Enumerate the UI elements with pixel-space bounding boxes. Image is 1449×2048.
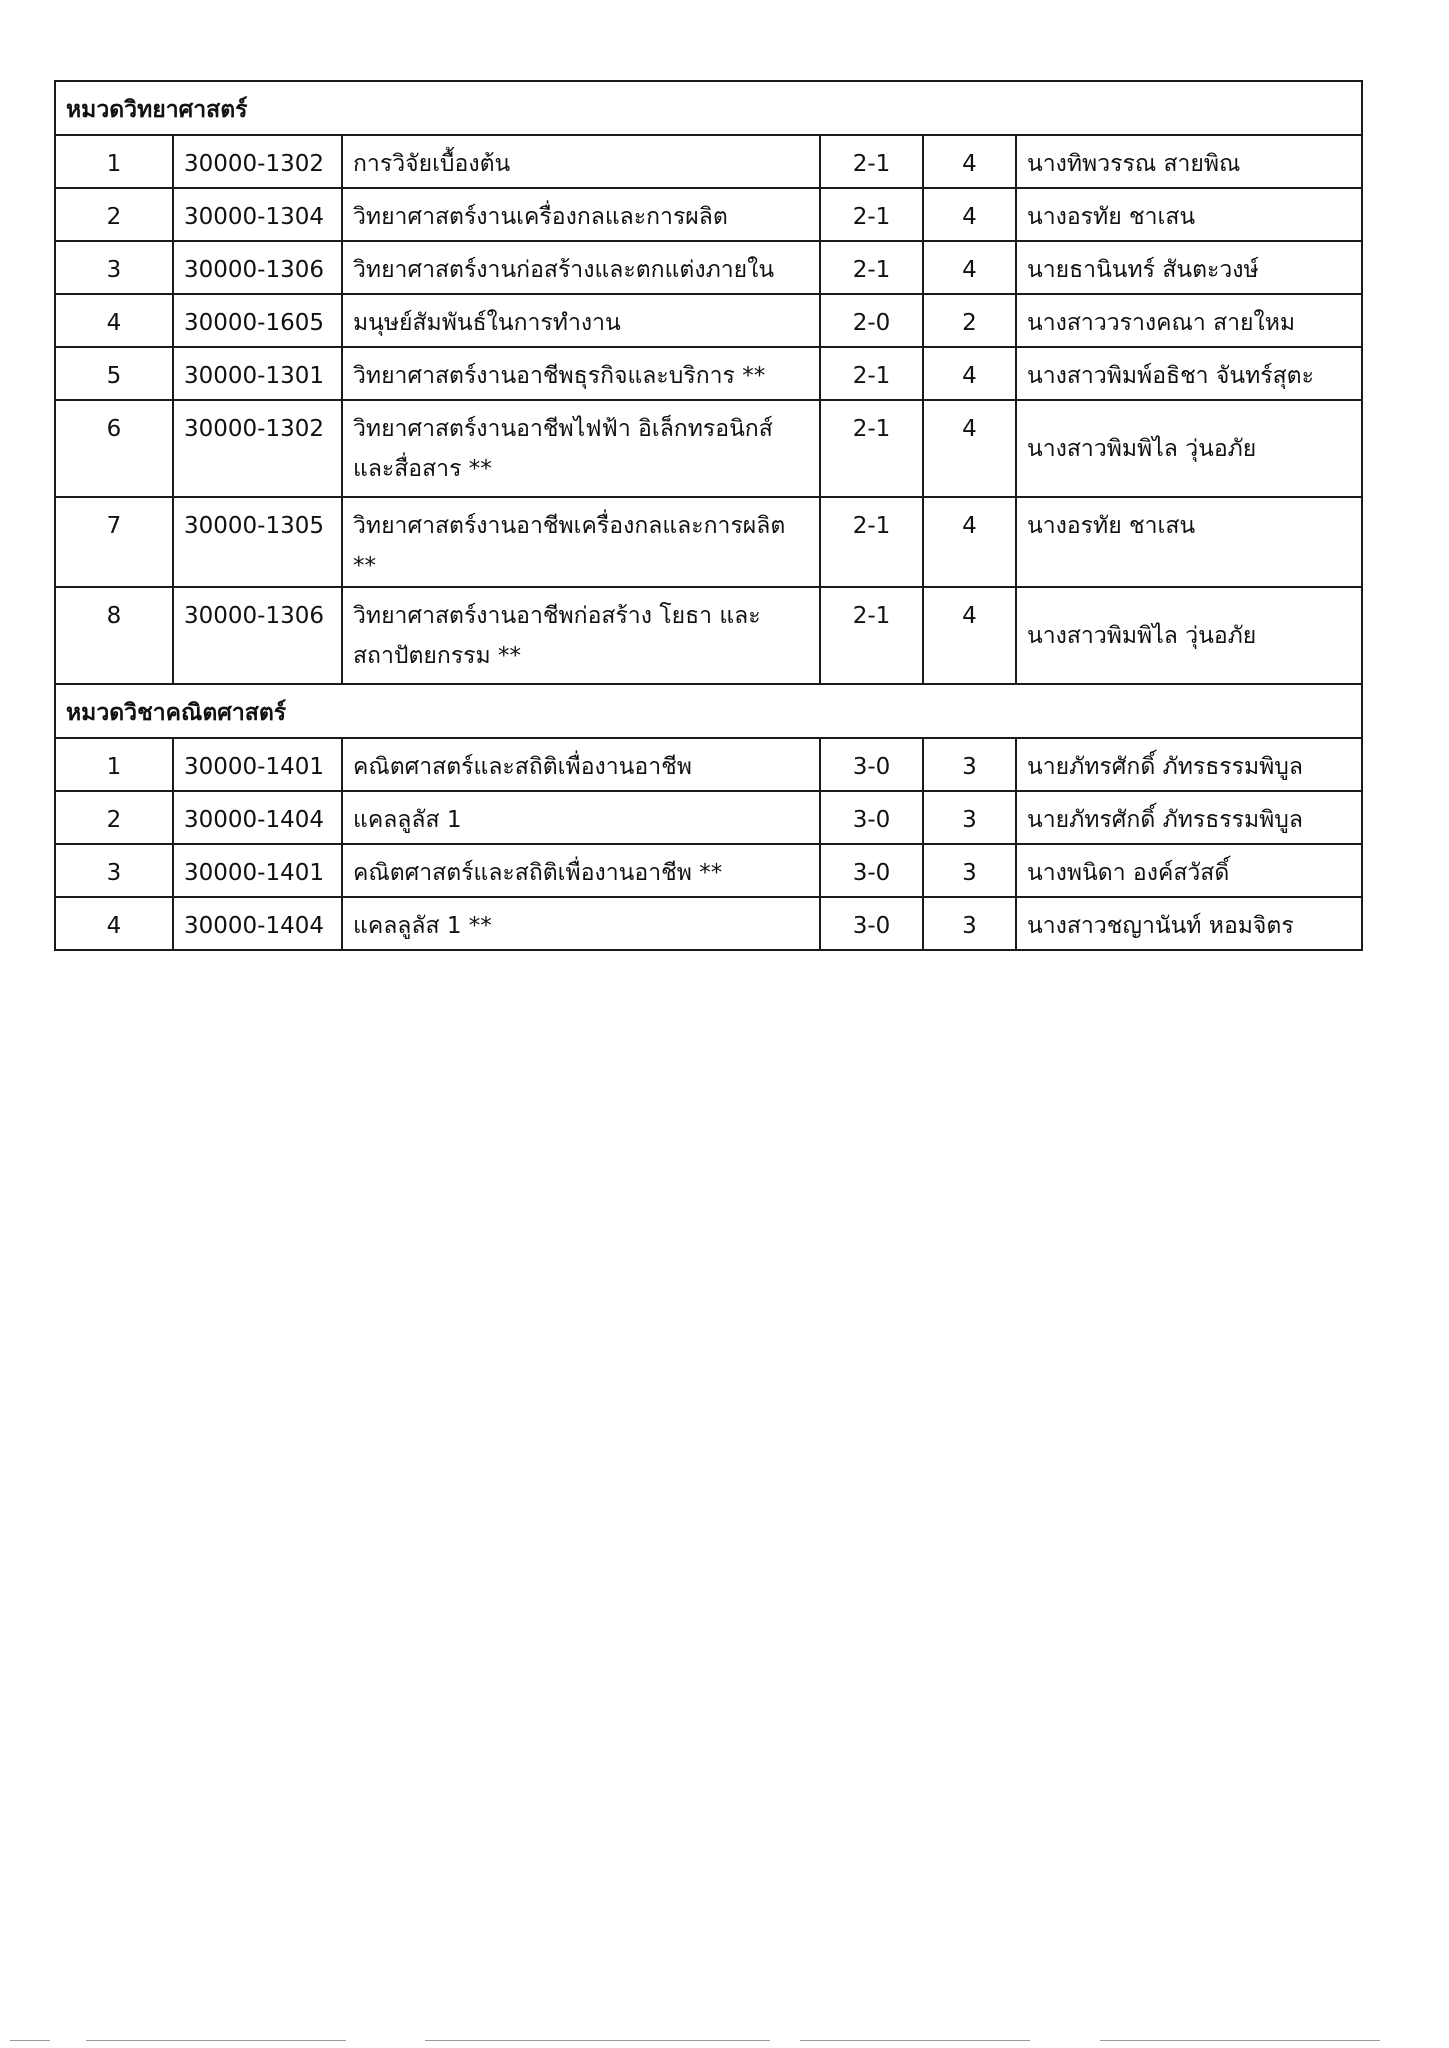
- course-code: 30000-1301: [173, 347, 342, 400]
- course-name: แคลลูลัส 1: [342, 791, 820, 844]
- course-name: คณิตศาสตร์และสถิติเพื่องานอาชีพ **: [342, 844, 820, 897]
- table-row: [55, 241, 1362, 294]
- course-schedule-table: [54, 80, 1363, 951]
- section-title: หมวดวิทยาศาสตร์: [55, 81, 1362, 135]
- course-credits: 2: [923, 294, 1016, 347]
- table-row: [55, 738, 1362, 791]
- course-hours: 3-0: [820, 791, 923, 844]
- teacher-name: นายภัทรศักดิ์ ภัทรธรรมพิบูล: [1016, 791, 1362, 844]
- course-code: 30000-1305: [173, 497, 342, 587]
- row-number: 5: [55, 347, 173, 400]
- table-row: [55, 587, 1362, 684]
- table-row: [55, 897, 1362, 950]
- row-number: 1: [55, 135, 173, 188]
- course-hours: 2-1: [820, 587, 923, 684]
- teacher-name: นายภัทรศักดิ์ ภัทรธรรมพิบูล: [1016, 738, 1362, 791]
- row-number: 7: [55, 497, 173, 587]
- scan-artifact-line: [800, 2040, 1030, 2041]
- course-code: 30000-1302: [173, 135, 342, 188]
- teacher-name: นางอรทัย ชาเสน: [1016, 188, 1362, 241]
- row-number: 3: [55, 241, 173, 294]
- teacher-name: นางสาวพิมพิไล วุ่นอภัย: [1016, 400, 1362, 497]
- course-name: [342, 587, 820, 684]
- table-row: [55, 400, 1362, 497]
- course-hours: 2-1: [820, 400, 923, 497]
- course-credits: 3: [923, 897, 1016, 950]
- scan-artifact-line: [86, 2040, 346, 2041]
- teacher-name: นางสาวชญานันท์ หอมจิตร: [1016, 897, 1362, 950]
- course-name: วิทยาศาสตร์งานเครื่องกลและการผลิต: [342, 188, 820, 241]
- course-name-line-1: วิทยาศาสตร์งานอาชีพก่อสร้าง โยธา และ: [353, 603, 761, 629]
- scan-artifact-line: [10, 2040, 50, 2041]
- table-row: [55, 347, 1362, 400]
- course-name: มนุษย์สัมพันธ์ในการทำงาน: [342, 294, 820, 347]
- course-credits: 3: [923, 844, 1016, 897]
- course-credits: 4: [923, 241, 1016, 294]
- course-hours: 2-1: [820, 347, 923, 400]
- teacher-name: นางพนิดา องค์สวัสดิ์: [1016, 844, 1362, 897]
- course-name: วิทยาศาสตร์งานอาชีพเครื่องกลและการผลิต **: [342, 497, 820, 587]
- course-hours: 2-0: [820, 294, 923, 347]
- course-credits: 3: [923, 791, 1016, 844]
- course-hours: 2-1: [820, 188, 923, 241]
- section-header-row: [55, 684, 1362, 738]
- course-name-line-1: วิทยาศาสตร์งานอาชีพไฟฟ้า อิเล็กทรอนิกส์: [353, 416, 773, 442]
- course-code: 30000-1605: [173, 294, 342, 347]
- course-name: การวิจัยเบื้องต้น: [342, 135, 820, 188]
- row-number: 6: [55, 400, 173, 497]
- course-code: 30000-1404: [173, 897, 342, 950]
- scan-artifact-line: [425, 2040, 770, 2041]
- row-number: 2: [55, 188, 173, 241]
- table-row: [55, 188, 1362, 241]
- scan-artifact-line: [1100, 2040, 1380, 2041]
- course-hours: 2-1: [820, 241, 923, 294]
- section-header-row: [55, 81, 1362, 135]
- course-credits: 4: [923, 400, 1016, 497]
- course-code: 30000-1306: [173, 587, 342, 684]
- teacher-name: นางสาวพิมพิไล วุ่นอภัย: [1016, 587, 1362, 684]
- teacher-name: นางสาววรางคณา สายใหม: [1016, 294, 1362, 347]
- course-credits: 4: [923, 587, 1016, 684]
- course-code: 30000-1306: [173, 241, 342, 294]
- course-name: แคลลูลัส 1 **: [342, 897, 820, 950]
- course-credits: 4: [923, 135, 1016, 188]
- course-code: 30000-1302: [173, 400, 342, 497]
- course-hours: 2-1: [820, 497, 923, 587]
- row-number: 1: [55, 738, 173, 791]
- course-credits: 4: [923, 347, 1016, 400]
- course-code: 30000-1404: [173, 791, 342, 844]
- row-number: 4: [55, 294, 173, 347]
- course-credits: 4: [923, 497, 1016, 587]
- course-hours: 3-0: [820, 897, 923, 950]
- row-number: 8: [55, 587, 173, 684]
- course-name: วิทยาศาสตร์งานก่อสร้างและตกแต่งภายใน: [342, 241, 820, 294]
- course-hours: 3-0: [820, 844, 923, 897]
- course-name: วิทยาศาสตร์งานอาชีพธุรกิจและบริการ **: [342, 347, 820, 400]
- course-hours: 3-0: [820, 738, 923, 791]
- table-row: [55, 791, 1362, 844]
- row-number: 2: [55, 791, 173, 844]
- table-row: [55, 497, 1362, 587]
- course-code: 30000-1401: [173, 738, 342, 791]
- course-name-line-2: สถาปัตยกรรม **: [353, 643, 521, 669]
- course-name-line-2: และสื่อสาร **: [353, 456, 492, 482]
- teacher-name: นางทิพวรรณ สายพิณ: [1016, 135, 1362, 188]
- teacher-name: นายธานินทร์ สันตะวงษ์: [1016, 241, 1362, 294]
- course-code: 30000-1401: [173, 844, 342, 897]
- teacher-name: นางอรทัย ชาเสน: [1016, 497, 1362, 587]
- course-name: [342, 400, 820, 497]
- table-row: [55, 844, 1362, 897]
- row-number: 4: [55, 897, 173, 950]
- row-number: 3: [55, 844, 173, 897]
- course-credits: 3: [923, 738, 1016, 791]
- course-name: คณิตศาสตร์และสถิติเพื่องานอาชีพ: [342, 738, 820, 791]
- course-code: 30000-1304: [173, 188, 342, 241]
- table-row: [55, 294, 1362, 347]
- table-row: [55, 135, 1362, 188]
- teacher-name: นางสาวพิมพ์อธิชา จันทร์สุตะ: [1016, 347, 1362, 400]
- course-hours: 2-1: [820, 135, 923, 188]
- course-credits: 4: [923, 188, 1016, 241]
- section-title: หมวดวิชาคณิตศาสตร์: [55, 684, 1362, 738]
